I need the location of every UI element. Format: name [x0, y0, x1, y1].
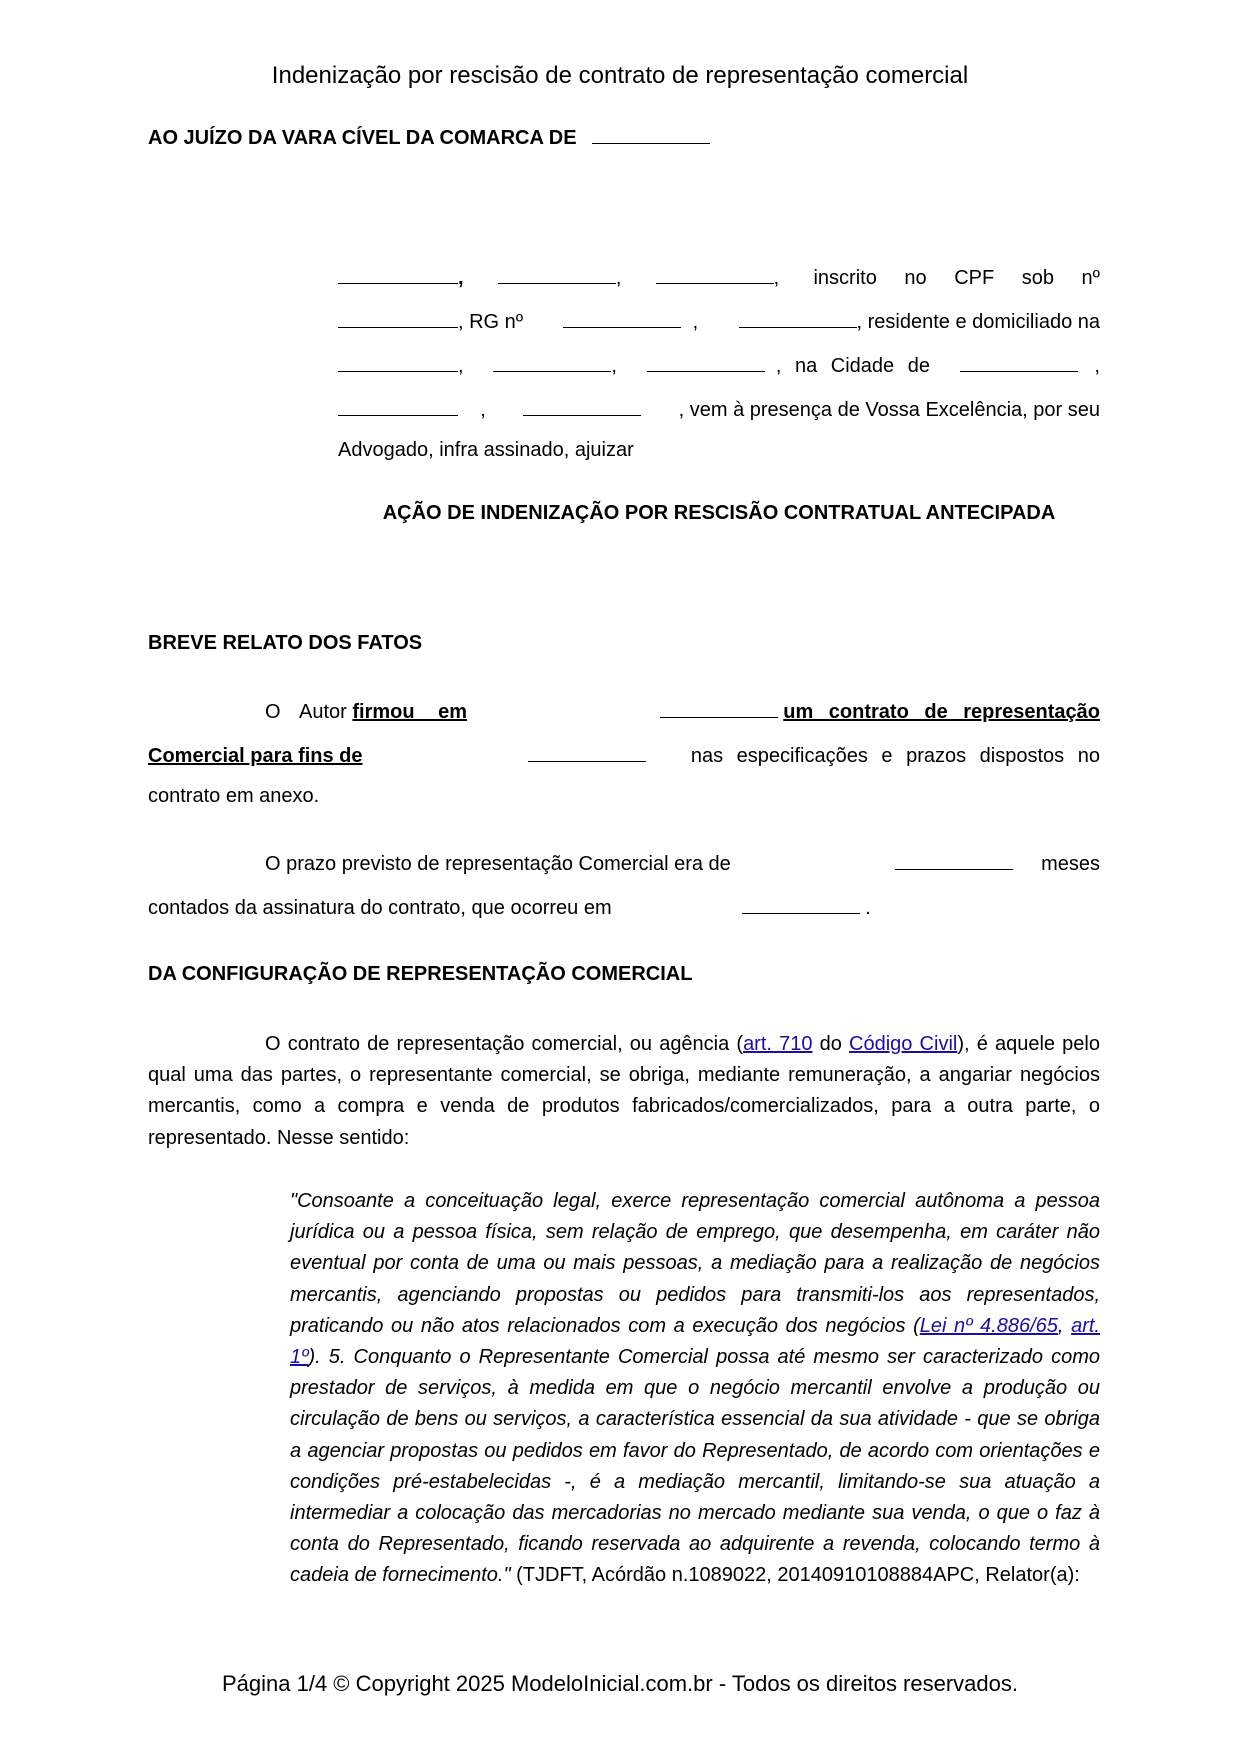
city-label: , na Cidade de — [775, 355, 930, 377]
comma: , — [692, 311, 699, 333]
months-text: meses — [1041, 853, 1100, 875]
marital-status-blank — [656, 263, 774, 284]
qualification-line-2 — [338, 307, 1100, 334]
link-art-710[interactable]: art. 710 — [743, 1033, 813, 1055]
qualification-line-3 — [338, 351, 1100, 378]
configuration-text: do — [812, 1033, 850, 1055]
facts-p1-line-1 — [148, 697, 1100, 724]
advocate-text: Advogado, infra assinado, ajuizar — [338, 439, 634, 461]
city-blank — [960, 351, 1078, 372]
facts-p1-line-2 — [148, 741, 1100, 768]
cpf-label: inscrito no CPF sob nº — [813, 267, 1100, 289]
presence-text: , vem à presença de Vossa Excelência, por seu — [678, 399, 1100, 421]
action-title: AÇÃO DE INDENIZAÇÃO POR RESCISÃO CONTRATUAL ANTECIPADA — [382, 502, 1056, 524]
configuration-text: ), é aquele pelo qual uma das partes, o representante comercial, se obriga, mediante remuneração, a angariar negócios mercantis, como a compra e venda de produtos fabricados/comercializados, para a outra parte, o representado. Nesse sentido: — [148, 1033, 1100, 1149]
court-addressee — [148, 123, 710, 150]
period: . — [865, 897, 871, 919]
comma: , — [480, 399, 486, 421]
comma: , — [458, 355, 464, 377]
nationality-blank — [498, 263, 616, 284]
court-addressee-text: AO JUÍZO DA VARA CÍVEL DA COMARCA DE — [148, 127, 577, 149]
counted-text: contados da assinatura do contrato, que ocorreu em — [148, 897, 612, 919]
qualification-line-1 — [338, 263, 1100, 290]
purpose-text: Comercial para fins de — [148, 745, 363, 767]
facts-p2-line-1 — [148, 849, 1100, 876]
rg-blank — [563, 307, 681, 328]
link-art-1[interactable]: art. 1º — [290, 1314, 1100, 1369]
jurisprudence-quote — [290, 1186, 1100, 1592]
quote-text: , — [1057, 1314, 1072, 1337]
specifications-text: nas especificações e prazos dispostos no — [690, 745, 1100, 767]
comma: , — [611, 355, 617, 377]
state-blank — [338, 395, 458, 416]
number-blank — [493, 351, 611, 372]
comarca-blank — [592, 123, 710, 144]
quote-text: "Consoante a conceituação legal, exerce representação comercial autônoma a pessoa jurídica ou a pessoa física, sem relação de emprego, que desempenha, em caráter não eventual por conta de uma ou mais pessoas, a mediação para a realização de negócios mercantis, agenciando propostas ou pedidos para transmiti-los aos representados, praticando ou não atos relacionados com a execução dos negócios ( — [290, 1190, 1100, 1337]
zipcode-blank — [523, 395, 641, 416]
author-text: O Autor — [265, 701, 347, 723]
link-codigo-civil[interactable]: Código Civil — [849, 1033, 958, 1055]
section-heading-facts: BREVE RELATO DOS FATOS — [148, 632, 423, 654]
occurrence-date-blank — [742, 893, 860, 914]
configuration-text: O contrato de representação comercial, ou agência ( — [265, 1033, 744, 1055]
street-blank — [338, 351, 458, 372]
signed-in-text: firmou em — [352, 701, 468, 723]
comma: , — [615, 267, 622, 289]
signing-date-blank — [660, 697, 778, 718]
quote-reference: (TJDFT, Acórdão n.1089022, 20140910108884APC, Relator(a): — [510, 1564, 1080, 1587]
name-blank — [338, 263, 458, 284]
issuer-blank — [739, 307, 857, 328]
comma: , — [773, 267, 780, 289]
name-separator: , — [458, 267, 464, 289]
section-heading-configuration: DA CONFIGURAÇÃO DE REPRESENTAÇÃO COMERCIAL — [148, 963, 693, 985]
purpose-blank — [528, 741, 646, 762]
facts-p2-line-2 — [148, 893, 1100, 920]
annex-text: contrato em anexo. — [148, 785, 320, 807]
configuration-paragraph — [148, 1029, 1100, 1154]
contract-text: um contrato de representação — [783, 701, 1100, 723]
qualification-line-4 — [338, 395, 1100, 422]
page-footer: Página 1/4 © Copyright 2025 ModeloInicial.com.br - Todos os direitos reservados. — [222, 1671, 1018, 1696]
comma: , — [1094, 355, 1100, 377]
term-text: O prazo previsto de representação Comercial era de — [265, 853, 731, 875]
term-months-blank — [895, 849, 1013, 870]
qualification-line-5 — [338, 439, 1100, 462]
rg-label: , RG nº — [458, 311, 524, 333]
district-blank — [647, 351, 765, 372]
facts-p1-line-3 — [148, 785, 1100, 808]
document-header-title: Indenização por rescisão de contrato de representação comercial — [271, 62, 969, 89]
link-lei-4886[interactable]: Lei nº 4.886/65 — [919, 1314, 1058, 1337]
cpf-blank — [338, 307, 458, 328]
quote-text: ). 5. Conquanto o Representante Comercial possa até mesmo ser caracterizado como prestador de serviços, à medida em que o negócio mercantil envolve a produção ou circulação de bens ou serviços, a característica essencial da sua atividade - que se obriga a agenciar propostas ou pedidos em favor do Representado, de acordo com orientações e condições pré-estabelecidas -, é a mediação mercantil, limitando-se sua atuação a intermediar a colocação das mercadorias no mercado mediante sua venda, o que o faz à conta do Representado, ficando reservada ao adquirente a revenda, colocando termo à cadeia de fornecimento." — [290, 1346, 1100, 1587]
residence-label: , residente e domiciliado na — [856, 311, 1100, 333]
